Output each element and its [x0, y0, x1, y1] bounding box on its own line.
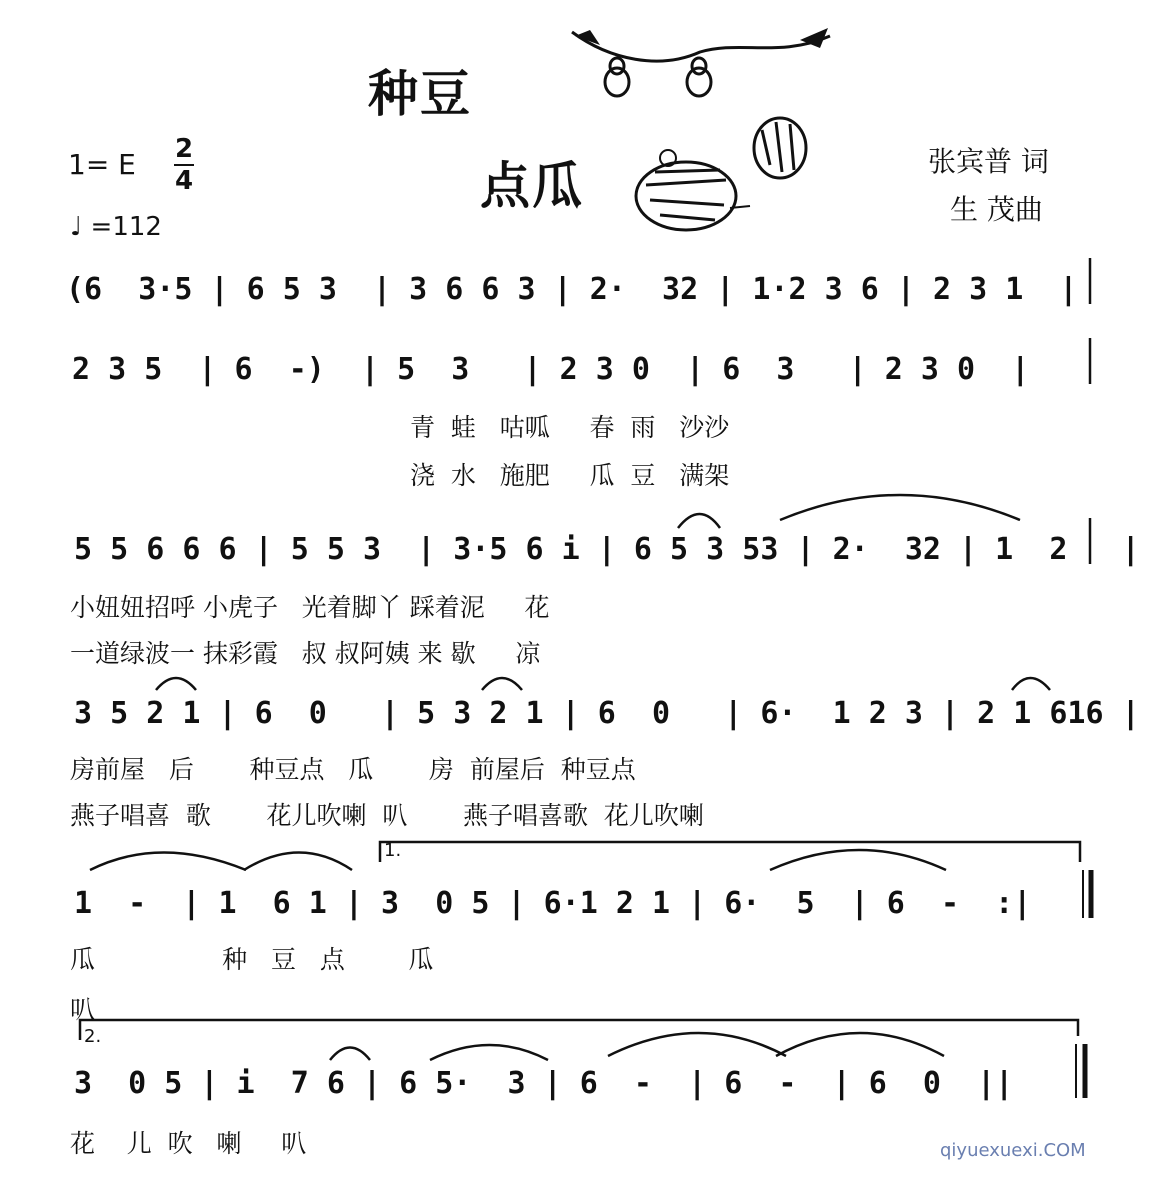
staff-row-6-notes: 3 0 5 | i 7 6 | 6 5· 3 | 6 - | 6 - | 6 0 ||: [74, 1066, 1014, 1101]
staff-row-4-lyrics-verse1: 房前屋 后 种豆点 瓜 房 前屋后 种豆点: [70, 755, 636, 784]
staff-row-4-lyrics-verse2: 燕子唱喜 歌 花儿吹喇 叭 燕子唱喜歌 花儿吹喇: [70, 801, 704, 830]
composer-credit: 生 茂曲: [950, 193, 1043, 226]
staff-row-2-lyrics-verse1: 青 蛙 咕呱 春 雨 沙沙: [410, 413, 730, 442]
staff-row-1-notes: (6 3·5 | 6 5 3 | 3 6 6 3 | 2· 32 | 1·2 3 6 | 2 3 1 |: [66, 272, 1078, 307]
staff-row-2-lyrics-verse2: 浇 水 施肥 瓜 豆 满架: [410, 461, 730, 490]
staff-row-3-lyrics-verse2: 一道绿波一 抹彩霞 叔 叔阿姨 来 歇 凉: [70, 639, 541, 668]
time-signature-top: 2: [174, 134, 194, 164]
site-watermark: qiyuexuexi.COM: [940, 1140, 1086, 1161]
staff-row-4-notes: 3 5 2 1 | 6 0 | 5 3 2 1 | 6 0 | 6· 1 2 3 | 2 1 616 |: [74, 696, 1140, 731]
staff-row-2-notes: 2 3 5 | 6 -) | 5 3 | 2 3 0 | 6 3 | 2 3 0 |: [72, 352, 1030, 387]
staff-row-6-lyrics-verse1: 花 儿 吹 喇 叭: [70, 1129, 307, 1158]
song-title-line1: 种豆: [368, 64, 472, 123]
lyricist-credit: 张宾普 词: [928, 145, 1049, 178]
staff-row-3-notes: 5 5 6 6 6 | 5 5 3 | 3·5 6 i | 6 5 3 53 | 2· 32 | 1 2 |: [74, 532, 1140, 567]
tempo-marking: ♩ =112: [70, 212, 162, 242]
staff-row-5-lyrics-verse2: 叭: [70, 995, 96, 1024]
key-signature: 1= E: [68, 148, 136, 181]
volta-2-label: 2.: [84, 1026, 102, 1047]
staff-row-5-lyrics-verse1: 瓜 种 豆 点 瓜: [70, 945, 434, 974]
staff-row-5-notes: 1 - | 1 6 1 | 3 0 5 | 6·1 2 1 | 6· 5 | 6 - :|: [74, 886, 1032, 921]
time-signature-bottom: 4: [174, 166, 194, 196]
volta-1-label: 1.: [384, 840, 402, 861]
song-title-line2: 点瓜: [480, 156, 584, 215]
staff-row-3-lyrics-verse1: 小妞妞招呼 小虎子 光着脚丫 踩着泥 花: [70, 593, 550, 622]
